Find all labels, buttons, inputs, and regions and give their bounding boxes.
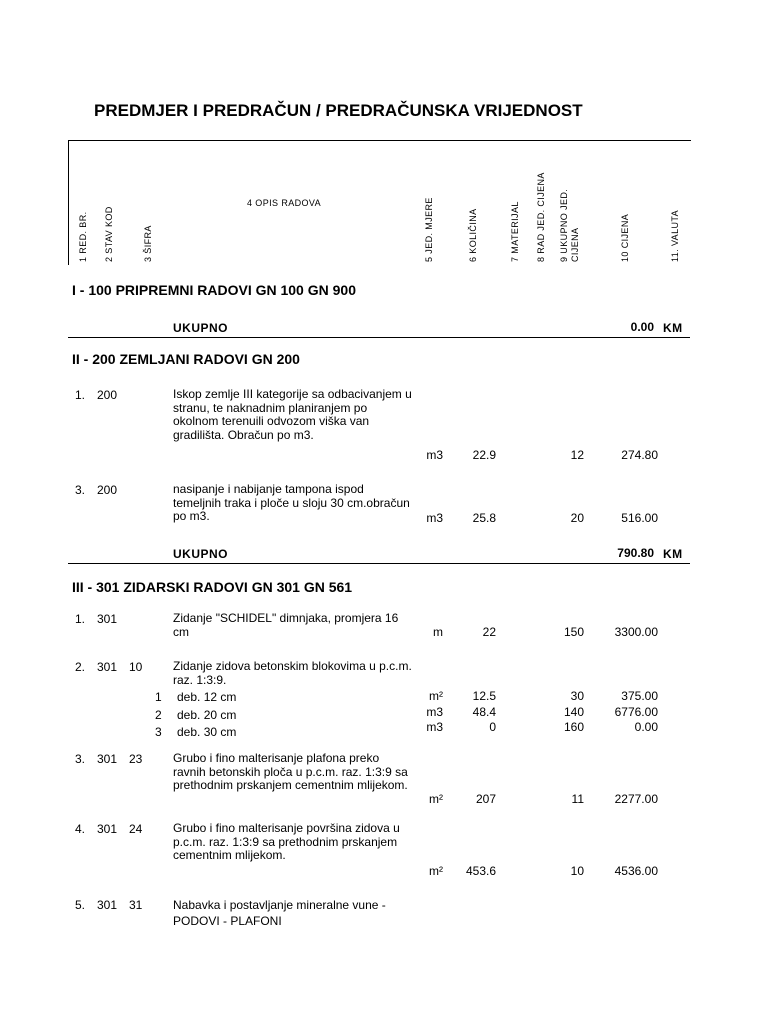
total-value: 0.00 <box>630 320 654 334</box>
item-quantity: 207 <box>475 792 496 806</box>
item-code: 301 <box>97 660 118 674</box>
section-title: II - 200 ZEMLJANI RADOVI GN 200 <box>72 351 300 367</box>
item-quantity: 48.4 <box>472 705 496 719</box>
col-rad-jed-cijena: 8 RAD JED. CIJENA <box>536 172 546 262</box>
total-currency: KM <box>663 547 683 561</box>
col-jed-mjere: 5 JED. MJERE <box>424 197 434 262</box>
total-value: 790.80 <box>617 546 654 560</box>
total-label: UKUPNO <box>173 321 229 335</box>
item-value: 3300.00 <box>614 625 658 639</box>
item-quantity: 453.6 <box>465 864 496 878</box>
item-description: nasipanje i nabijanje tampona ispod temeljnih traka i ploče u sloju 30 cm.obračun po m3. <box>173 482 410 523</box>
item-description: Zidanje zidova betonskim blokovima u p.c.m. raz. 1:3:9. <box>173 659 412 687</box>
item-unit: m3 <box>426 720 443 734</box>
item-sifra: 23 <box>129 752 143 766</box>
item-unit-price: 140 <box>563 705 584 719</box>
item-unit: m3 <box>426 511 443 525</box>
sub-item-number: 2 <box>155 708 162 722</box>
item-number: 3. <box>75 483 86 497</box>
item-code: 200 <box>97 483 118 497</box>
item-quantity: 25.8 <box>472 511 496 525</box>
item-value: 274.80 <box>621 448 658 462</box>
item-sifra: 31 <box>129 898 143 912</box>
item-sifra: 10 <box>129 660 143 674</box>
column-header-box <box>68 140 691 265</box>
item-code: 301 <box>97 898 118 912</box>
col-sifra: 3 ŠIFRA <box>143 225 153 262</box>
item-value: 2277.00 <box>614 792 658 806</box>
item-number: 1. <box>75 388 86 402</box>
item-number: 1. <box>75 612 86 626</box>
item-quantity: 12.5 <box>472 689 496 703</box>
item-description: Nabavka i postavljanje mineralne vune - <box>173 898 386 912</box>
section-divider <box>68 563 690 564</box>
item-code: 301 <box>97 612 118 626</box>
section-divider <box>68 337 690 338</box>
item-unit: m3 <box>426 448 443 462</box>
item-unit-price: 150 <box>563 625 584 639</box>
item-number: 5. <box>75 898 86 912</box>
item-number: 2. <box>75 660 86 674</box>
total-currency: KM <box>663 321 683 335</box>
item-number: 3. <box>75 752 86 766</box>
item-number: 4. <box>75 822 86 836</box>
item-value: 0.00 <box>634 720 658 734</box>
col-opis-radova: 4 OPIS RADOVA <box>247 198 322 208</box>
item-code: 301 <box>97 822 118 836</box>
sub-item-label: deb. 30 cm <box>177 725 237 739</box>
item-value: 375.00 <box>621 689 658 703</box>
item-unit: m² <box>429 792 443 806</box>
item-value: 4536.00 <box>614 864 658 878</box>
col-stav-kod: 2 STAV KOD <box>104 206 114 262</box>
item-quantity: 22.9 <box>472 448 496 462</box>
page-title: PREDMJER I PREDRAČUN / PREDRAČUNSKA VRIJEDNOST <box>94 101 583 120</box>
col-red-br: 1 RED. BR. <box>78 211 88 262</box>
item-unit: m <box>433 625 443 639</box>
section-title: I - 100 PRIPREMNI RADOVI GN 100 GN 900 <box>72 282 356 298</box>
sub-item-number: 3 <box>155 725 162 739</box>
col-kolicina: 6 KOLIČINA <box>468 208 478 262</box>
item-quantity: 0 <box>489 720 496 734</box>
total-label: UKUPNO <box>173 547 229 561</box>
item-unit-price: 12 <box>570 448 584 462</box>
item-sifra: 24 <box>129 822 143 836</box>
item-quantity: 22 <box>482 625 496 639</box>
sub-item-label: deb. 20 cm <box>177 708 237 722</box>
item-unit-price: 10 <box>570 864 584 878</box>
item-description: Grubo i fino malterisanje površina zidova u p.c.m. raz. 1:3:9 sa prethodnim prskanjem cementnim mlijekom. <box>173 821 400 862</box>
col-cijena: 10 CIJENA <box>620 213 630 262</box>
item-code: 200 <box>97 388 118 402</box>
item-description: Grubo i fino malterisanje plafona preko ravnih betonskih ploča u p.c.m. raz. 1:3:9 sa prethodnim prskanjem cementnim mlijekom. <box>173 751 408 792</box>
sub-item-number: 1 <box>155 690 162 704</box>
item-unit-price: 160 <box>563 720 584 734</box>
item-value: 6776.00 <box>614 705 658 719</box>
item-unit-price: 30 <box>570 689 584 703</box>
section-title: III - 301 ZIDARSKI RADOVI GN 301 GN 561 <box>72 579 353 595</box>
item-description-continued: PODOVI - PLAFONI <box>173 914 282 928</box>
item-code: 301 <box>97 752 118 766</box>
item-unit-price: 11 <box>571 792 584 806</box>
col-valuta: 11. VALUTA <box>670 209 680 262</box>
item-unit-price: 20 <box>570 511 584 525</box>
item-description: Iskop zemlje III kategorije sa odbacivanjem u stranu, te naknadnim planiranjem po okolnom terenuili odvozom viška van gradilišta. Obračun po m3. <box>173 387 412 442</box>
col-materijal: 7 MATERIJAL <box>510 201 520 262</box>
col-ukupno-jed-cijena: 9 UKUPNO JED. CIJENA <box>559 188 580 262</box>
item-unit: m3 <box>426 705 443 719</box>
item-unit: m² <box>429 864 443 878</box>
sub-item-label: deb. 12 cm <box>177 690 237 704</box>
item-value: 516.00 <box>621 511 658 525</box>
item-unit: m² <box>429 689 443 703</box>
item-description: Zidanje "SCHIDEL" dimnjaka, promjera 16 cm <box>173 611 399 639</box>
